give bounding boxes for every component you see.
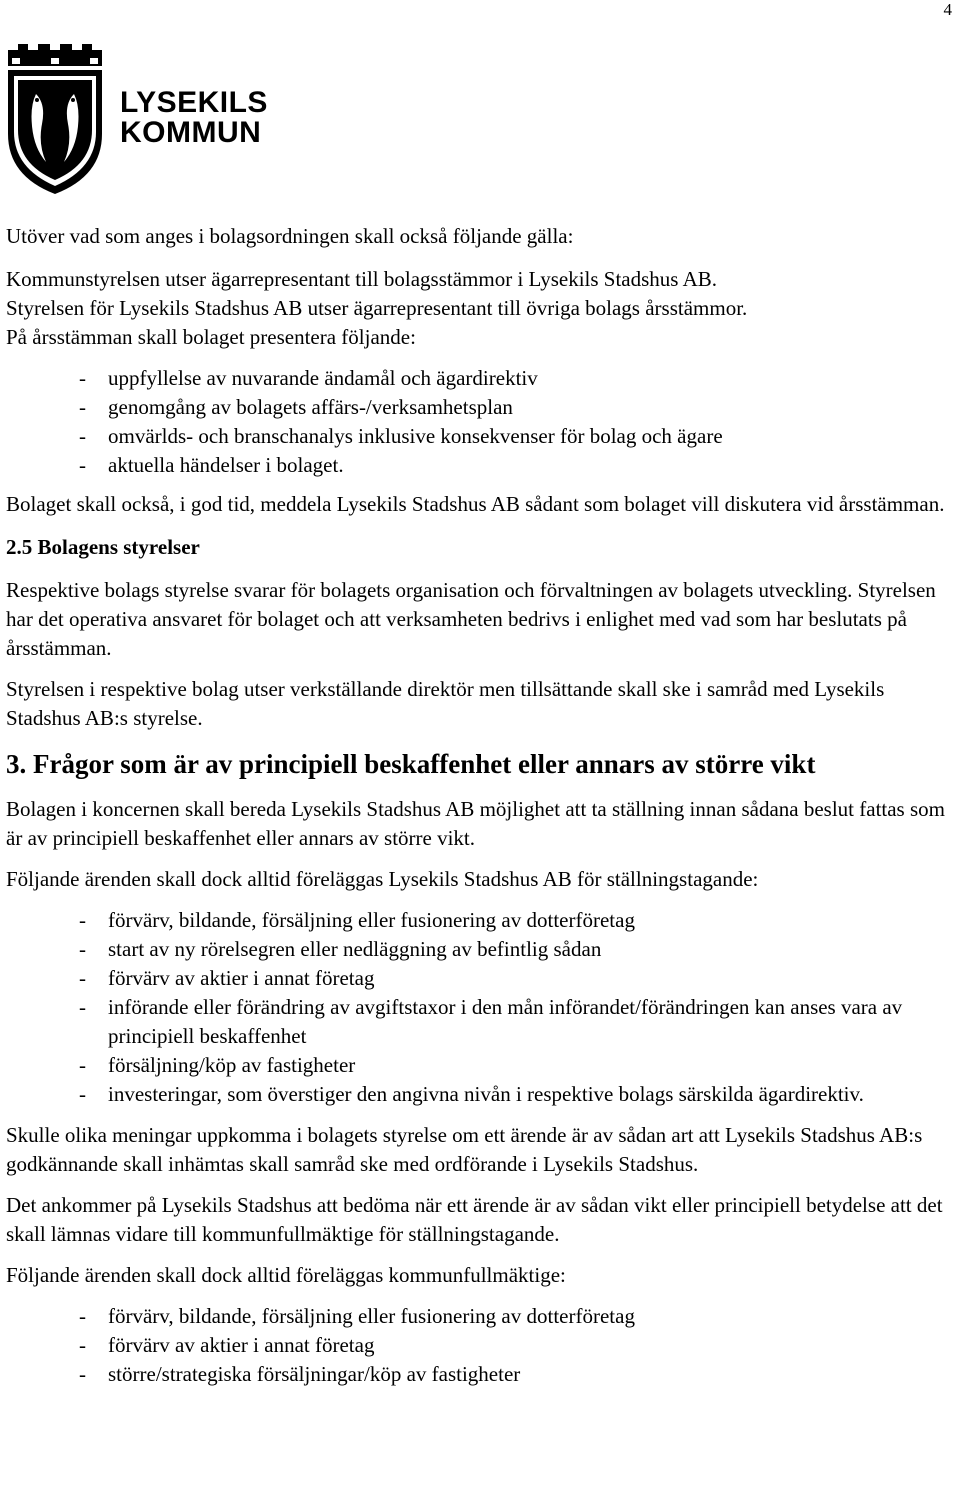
logo-line-2: KOMMUN (120, 116, 262, 149)
list-item: - förvärv, bildande, försäljning eller fusionering av dotterföretag (79, 1304, 635, 1328)
list-item: - förvärv, bildande, försäljning eller fusionering av dotterföretag (79, 908, 635, 932)
paragraph-line: Styrelsen för Lysekils Stadshus AB utser ägarrepresentant till övriga bolags årsstämmor. (6, 296, 748, 320)
paragraph-disagreement: Skulle olika meningar uppkomma i bolagets styrelse om ett ärende är av sådan art att Lysekils Stadshus AB:s godkännande skall inhämtas skall samråd ske med ordförande i Lysekils Stadshus. (6, 1123, 923, 1176)
council-matters-list (6, 1302, 956, 1389)
list-item: - genomgång av bolagets affärs-/verksamhetsplan (79, 395, 513, 419)
municipality-logo (6, 44, 268, 194)
coat-of-arms-icon (6, 44, 104, 194)
paragraph-discuss: Bolaget skall också, i god tid, meddela Lysekils Stadshus AB sådant som bolaget vill diskutera vid årsstämman. (6, 492, 945, 516)
list-item: - investeringar, som överstiger den angivna nivån i respektive bolags särskilda ägardirektiv. (79, 1082, 864, 1106)
annual-meeting-list (6, 364, 956, 480)
list-item: - förvärv av aktier i annat företag (79, 1333, 375, 1357)
paragraph-ceo: Styrelsen i respektive bolag utser verkställande direktör men tillsättande skall ske i samråd med Lysekils Stadshus AB:s styrelse. (6, 677, 885, 730)
page-number: 4 (943, 0, 952, 19)
paragraph-line: Kommunstyrelsen utser ägarrepresentant till bolagsstämmor i Lysekils Stadshus AB. (6, 267, 717, 291)
section-heading-3: 3. Frågor som är av principiell beskaffenhet eller annars av större vikt (6, 749, 816, 779)
intro-paragraph: Utöver vad som anges i bolagsordningen skall också följande gälla: (6, 224, 574, 248)
paragraph-representatives (6, 265, 956, 323)
section-heading-2-5: 2.5 Bolagens styrelser (6, 535, 200, 559)
list-item: - aktuella händelser i bolaget. (79, 453, 344, 477)
list-item: - förvärv av aktier i annat företag (79, 966, 375, 990)
list-item: - försäljning/köp av fastigheter (79, 1053, 356, 1077)
paragraph-annual-meeting: På årsstämman skall bolaget presentera följande: (6, 325, 416, 349)
paragraph-board-responsibility: Respektive bolags styrelse svarar för bolagets organisation och förvaltningen av bolagets utveckling. Styrelsen har det operativa ansvaret för bolaget och att verksamheten bedrivs i enlighet med vad som har beslutats på årsstämman. (6, 578, 936, 660)
list-item: - start av ny rörelsegren eller nedläggning av befintlig sådan (79, 937, 602, 961)
document-body (6, 222, 956, 1389)
paragraph-council-matters: Följande ärenden skall dock alltid föreläggas kommunfullmäktige: (6, 1263, 566, 1287)
list-item: - uppfyllelse av nuvarande ändamål och ägardirektiv (79, 366, 538, 390)
logo-wordmark (120, 88, 268, 148)
stadshus-matters-list (6, 906, 956, 1109)
paragraph-assessment: Det ankommer på Lysekils Stadshus att bedöma när ett ärende är av sådan vikt eller principiell betydelse att det skall lämnas vidare till kommunfullmäktige för ställningstagande. (6, 1193, 943, 1246)
list-item: - större/strategiska försäljningar/köp av fastigheter (79, 1362, 521, 1386)
paragraph-stadshus-matters: Följande ärenden skall dock alltid föreläggas Lysekils Stadshus AB för ställningstagande: (6, 867, 759, 891)
list-item: - införande eller förändring av avgiftstaxor i den mån införandet/förändringen kan anses vara av principiell beskaffenhet (79, 995, 903, 1048)
paragraph-principal-matters: Bolagen i koncernen skall bereda Lysekils Stadshus AB möjlighet att ta ställning innan sådana beslut fattas som är av principiell beskaffenhet eller annars av större vikt. (6, 797, 945, 850)
logo-line-1: LYSEKILS (120, 86, 268, 119)
list-item: - omvärlds- och branschanalys inklusive konsekvenser för bolag och ägare (79, 424, 723, 448)
